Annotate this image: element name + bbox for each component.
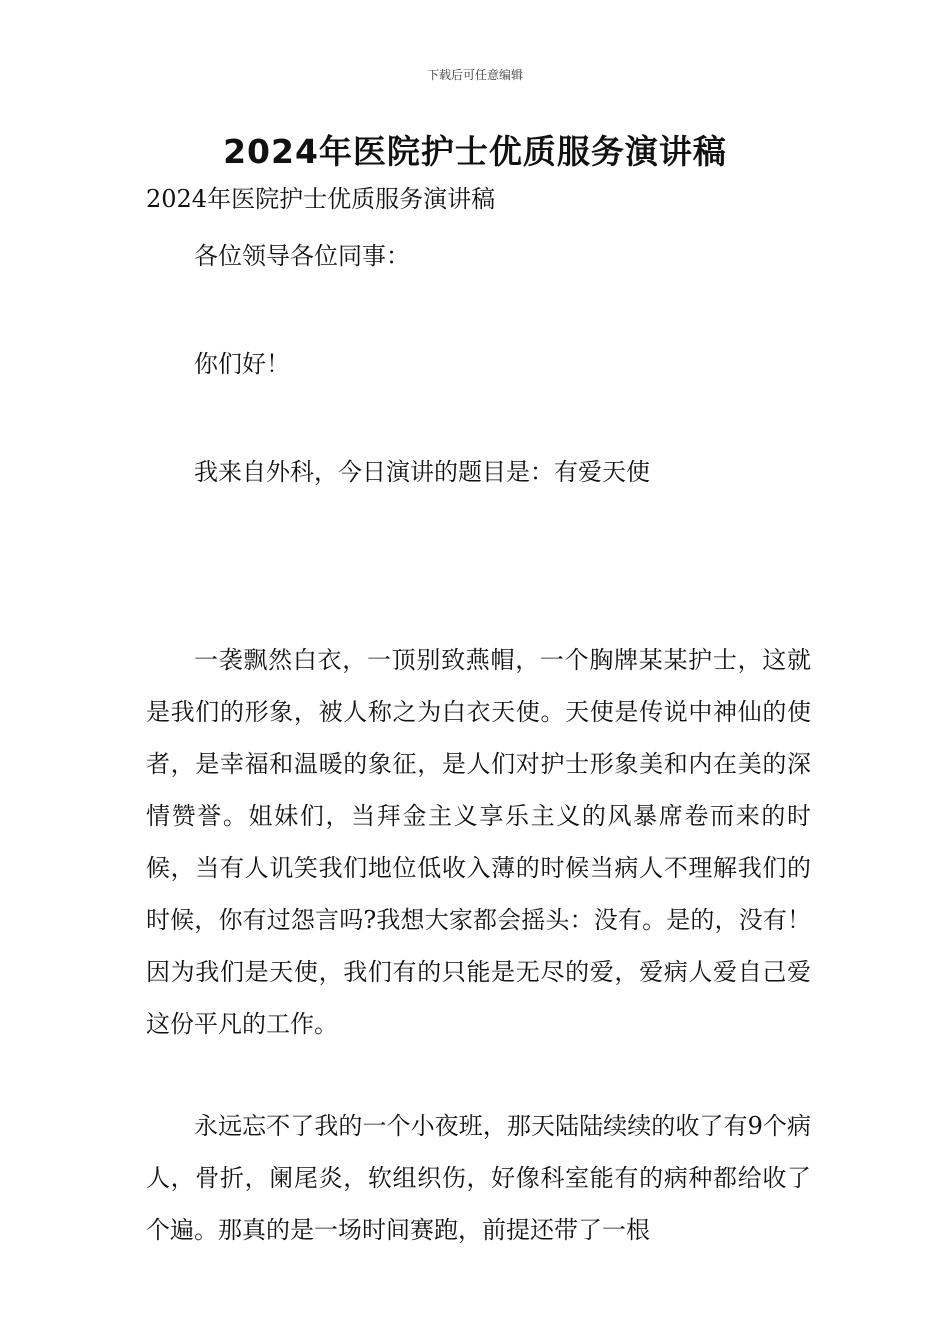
spacer <box>146 1050 811 1100</box>
paragraph-hello: 你们好！ <box>194 350 290 378</box>
paragraph-topic: 我来自外科，今日演讲的题目是：有爱天使 <box>194 458 650 486</box>
document-title: 2024年医院护士优质服务演讲稿 <box>223 132 727 171</box>
spacer <box>146 498 811 634</box>
document-subtitle: 2024年医院护士优质服务演讲稿 <box>146 185 496 213</box>
paragraph-greeting: 各位领导各位同事： <box>194 242 410 270</box>
spacer <box>146 282 811 338</box>
paragraph-angel: 一袭飘然白衣，一顶别致燕帽，一个胸牌某某护士，这就是我们的形象，被人称之为白衣天使。天使是传说中神仙的使者，是幸福和温暖的象征，是人们对护士形象美和内在美的深情赞誉。姐妹们，当拜金主义享乐主义的风暴席卷而来的时候，当有人讥笑我们地位低收入薄的时候当病人不理解我们的时候，你有过怨言吗?我想大家都会摇头：没有。是的，没有！因为我们是天使，我们有的只能是无尽的爱，爱病人爱自己爱这份平凡的工作。 <box>146 646 811 1038</box>
header-note: 下载后可任意编辑 <box>426 68 523 82</box>
paragraph-night-shift: 永远忘不了我的一个小夜班，那天陆陆续续的收了有9个病人，骨折，阑尾炎，软组织伤，好像科室能有的病种都给收了个遍。那真的是一场时间赛跑，前提还带了一根 <box>146 1112 811 1244</box>
document-body <box>146 178 811 1256</box>
spacer <box>146 390 811 446</box>
